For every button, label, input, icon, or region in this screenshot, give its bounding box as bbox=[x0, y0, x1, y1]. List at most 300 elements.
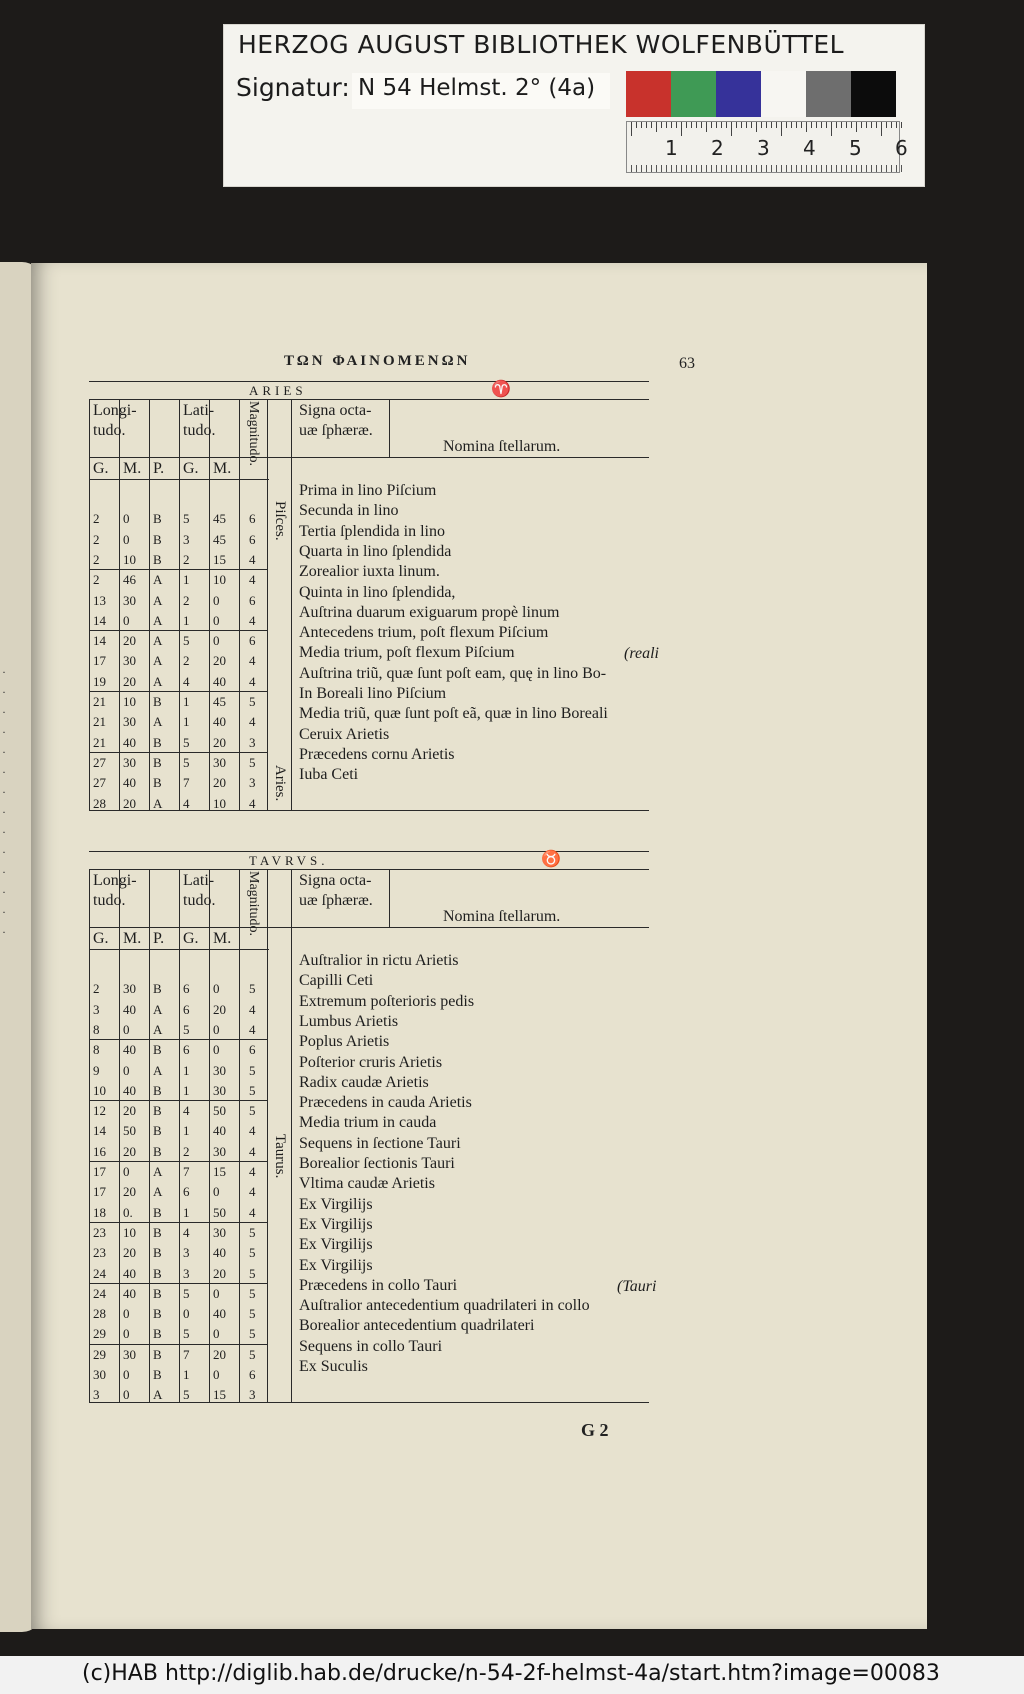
ruler-tick bbox=[886, 122, 887, 128]
cell-lg: 1 bbox=[183, 1082, 190, 1098]
cell-lg: 7 bbox=[183, 775, 190, 791]
cell-g: 21 bbox=[93, 694, 106, 709]
ruler-tick bbox=[866, 122, 867, 128]
cell-magnitude: 4 bbox=[249, 795, 256, 811]
column-rule bbox=[179, 869, 180, 1402]
cell-lm: 10 bbox=[213, 572, 226, 588]
cell-m: 0. bbox=[123, 1204, 133, 1220]
ruler-tick bbox=[756, 165, 757, 172]
ruler-tick bbox=[646, 165, 647, 172]
row-group-rule bbox=[89, 1100, 267, 1101]
star-name: Ex Suculis bbox=[299, 1358, 368, 1375]
ruler-tick bbox=[691, 165, 692, 172]
ruler-tick bbox=[661, 122, 662, 128]
rule-bottom bbox=[89, 1402, 649, 1403]
cell-lg: 3 bbox=[183, 531, 190, 547]
star-name: Borealior antecedentium quadrilateri bbox=[299, 1317, 535, 1335]
ruler-tick bbox=[811, 165, 812, 172]
cell-g: 27 bbox=[93, 775, 106, 791]
cell-g: 27 bbox=[93, 754, 106, 770]
cell-lg: 7 bbox=[183, 1346, 190, 1362]
cell-p: A bbox=[153, 1001, 163, 1017]
ruler-tick bbox=[731, 122, 732, 136]
cell-lm: 0 bbox=[213, 981, 220, 997]
star-name: Auſtralior in rictu Arietis bbox=[299, 952, 459, 969]
cell-lm: 40 bbox=[213, 714, 226, 730]
cell-magnitude: 5 bbox=[249, 1306, 256, 1322]
cell-m: 0 bbox=[123, 1062, 130, 1078]
star-name: Auſtrina triũ, quæ ſunt poſt eam, quę in lino Bo- bbox=[299, 664, 607, 682]
ruler-tick bbox=[901, 165, 902, 172]
star-name: Ex Virgilijs bbox=[299, 1215, 373, 1233]
cell-lm: 0 bbox=[213, 592, 220, 608]
cell-lm: 10 bbox=[213, 795, 226, 811]
cell-lg: 6 bbox=[183, 1184, 190, 1200]
ruler-tick bbox=[661, 165, 662, 172]
row-group-rule bbox=[89, 630, 267, 631]
cell-lm: 30 bbox=[213, 1082, 226, 1098]
color-swatch bbox=[716, 71, 761, 117]
cell-lg: 0 bbox=[183, 1306, 190, 1322]
cell-p: B bbox=[153, 734, 162, 750]
star-name: Secunda in lino bbox=[299, 502, 399, 520]
cell-m: 20 bbox=[123, 1184, 136, 1200]
star-name: Sequens in ſectione Tauri bbox=[299, 1134, 461, 1152]
ruler-tick bbox=[731, 165, 732, 172]
ruler-tick bbox=[711, 122, 712, 128]
ruler-tick bbox=[641, 122, 642, 128]
cell-lg: 4 bbox=[183, 1103, 190, 1119]
folio-number: 63 bbox=[679, 355, 695, 372]
star-name: Lumbus Arietis bbox=[299, 1012, 399, 1030]
ruler-tick bbox=[721, 165, 722, 172]
cell-lg: 1 bbox=[183, 1062, 190, 1078]
cell-magnitude: 5 bbox=[249, 981, 256, 997]
cell-p: B bbox=[153, 511, 162, 527]
cell-lm: 45 bbox=[213, 531, 226, 547]
ruler-tick bbox=[681, 122, 682, 136]
cell-lm: 20 bbox=[213, 1265, 226, 1281]
cell-lg: 4 bbox=[183, 673, 190, 689]
star-name: Capilli Ceti bbox=[299, 972, 374, 990]
cell-p: A bbox=[153, 1021, 163, 1037]
cell-p: B bbox=[153, 531, 162, 547]
cell-lg: 2 bbox=[183, 1143, 190, 1159]
cell-g: 17 bbox=[93, 653, 106, 669]
cell-p: A bbox=[153, 1184, 163, 1200]
column-rule bbox=[291, 869, 292, 1402]
column-rule bbox=[209, 399, 210, 810]
rule-top bbox=[89, 851, 649, 852]
cell-g: 30 bbox=[93, 1367, 106, 1382]
cell-g: 9 bbox=[93, 1062, 100, 1078]
cell-lg: 2 bbox=[183, 592, 190, 608]
ruler-tick bbox=[776, 122, 777, 128]
cell-magnitude: 4 bbox=[249, 1123, 256, 1139]
rule-top bbox=[89, 381, 649, 382]
cell-m: 50 bbox=[123, 1123, 136, 1139]
cell-p: B bbox=[153, 1042, 162, 1058]
cell-lg: 2 bbox=[183, 653, 190, 669]
cell-magnitude: 4 bbox=[249, 1021, 256, 1037]
ruler-tick bbox=[711, 165, 712, 172]
cell-m: 10 bbox=[123, 1224, 136, 1240]
cell-p: B bbox=[153, 1204, 162, 1220]
ruler-tick bbox=[746, 122, 747, 128]
star-name: Præcedens cornu Arietis bbox=[299, 745, 455, 763]
ruler-tick bbox=[636, 122, 637, 128]
row-group-rule bbox=[89, 569, 267, 570]
ruler-tick bbox=[716, 165, 717, 172]
ruler-tick bbox=[651, 165, 652, 172]
cell-lm: 15 bbox=[213, 1164, 226, 1179]
row-group-rule bbox=[89, 1039, 267, 1040]
cell-lg: 6 bbox=[183, 1001, 190, 1017]
ruler-tick bbox=[656, 165, 657, 172]
ruler-tick bbox=[806, 122, 807, 132]
ruler-tick bbox=[841, 165, 842, 172]
ruler-tick bbox=[886, 165, 887, 172]
cell-magnitude: 4 bbox=[249, 572, 256, 588]
cell-magnitude: 6 bbox=[249, 1042, 256, 1058]
ruler-tick bbox=[836, 165, 837, 172]
color-swatch bbox=[761, 71, 806, 117]
ruler-tick bbox=[796, 165, 797, 172]
star-name: Sequens in collo Tauri bbox=[299, 1337, 443, 1355]
cell-g: 19 bbox=[93, 673, 106, 689]
cell-lg: 3 bbox=[183, 1245, 190, 1261]
cell-p: B bbox=[153, 981, 162, 997]
star-name: Ceruix Arietis bbox=[299, 725, 390, 743]
group-label-pisces: Piſces. bbox=[272, 501, 288, 541]
cell-magnitude: 4 bbox=[249, 1164, 256, 1179]
ruler-tick bbox=[891, 122, 892, 128]
cell-lm: 40 bbox=[213, 673, 226, 689]
ruler-tick bbox=[751, 165, 752, 172]
ruler-tick bbox=[851, 165, 852, 172]
column-rule bbox=[119, 869, 120, 1402]
column-rule bbox=[149, 869, 150, 1402]
cell-lg: 1 bbox=[183, 1367, 190, 1382]
cell-lm: 30 bbox=[213, 1062, 226, 1078]
ruler-tick bbox=[876, 122, 877, 128]
cell-g: 17 bbox=[93, 1164, 106, 1179]
column-head: G. bbox=[183, 930, 199, 947]
cell-lm: 0 bbox=[213, 1285, 220, 1301]
cell-magnitude: 5 bbox=[249, 1326, 256, 1342]
star-name: Extremum poſterioris pedis bbox=[299, 992, 475, 1010]
overflow-note: (reali bbox=[624, 645, 659, 663]
cell-p: B bbox=[153, 1346, 162, 1362]
ruler-tick bbox=[691, 122, 692, 128]
rule-bottom bbox=[89, 810, 649, 811]
row-group-rule bbox=[89, 1344, 267, 1345]
star-name: Vltima caudæ Arietis bbox=[299, 1175, 435, 1193]
ruler-tick bbox=[786, 122, 787, 128]
star-name: Auſtrina duarum exiguarum propè linum bbox=[299, 603, 560, 621]
ruler-tick bbox=[676, 165, 677, 172]
cell-g: 18 bbox=[93, 1204, 106, 1220]
ruler-tick bbox=[771, 165, 772, 172]
star-name: Zorealior iuxta linum. bbox=[299, 563, 440, 581]
cell-m: 30 bbox=[123, 1346, 136, 1362]
ruler-tick bbox=[851, 122, 852, 128]
cell-lg: 6 bbox=[183, 1042, 190, 1058]
cell-p: B bbox=[153, 754, 162, 770]
ruler-tick bbox=[871, 122, 872, 128]
column-rule bbox=[119, 399, 120, 810]
ruler-tick bbox=[721, 122, 722, 128]
cell-g: 14 bbox=[93, 612, 106, 628]
column-rule bbox=[267, 399, 268, 810]
ruler-tick bbox=[666, 122, 667, 128]
cell-m: 30 bbox=[123, 714, 136, 730]
ruler-tick bbox=[831, 122, 832, 136]
cell-p: B bbox=[153, 551, 162, 567]
cell-p: A bbox=[153, 1387, 163, 1403]
cell-magnitude: 5 bbox=[249, 1245, 256, 1261]
star-name: Poſterior cruris Arietis bbox=[299, 1053, 443, 1071]
ruler-tick bbox=[651, 122, 652, 128]
ruler-tick bbox=[706, 165, 707, 172]
ruler-tick bbox=[801, 165, 802, 172]
group-label-aries: Aries. bbox=[272, 765, 288, 802]
color-swatch bbox=[851, 71, 896, 117]
cell-m: 40 bbox=[123, 1042, 136, 1058]
cell-lg: 5 bbox=[183, 1021, 190, 1037]
column-rule bbox=[239, 869, 240, 1402]
cell-g: 2 bbox=[93, 511, 100, 527]
cell-m: 20 bbox=[123, 673, 136, 689]
cell-g: 29 bbox=[93, 1326, 106, 1342]
ruler-tick bbox=[671, 122, 672, 128]
cell-lm: 0 bbox=[213, 1042, 220, 1058]
cell-g: 3 bbox=[93, 1001, 100, 1017]
column-rule bbox=[209, 869, 210, 1402]
cell-lm: 50 bbox=[213, 1204, 226, 1220]
cell-magnitude: 3 bbox=[249, 1387, 256, 1403]
cell-lm: 40 bbox=[213, 1245, 226, 1261]
column-rule bbox=[389, 869, 390, 927]
ruler-tick bbox=[741, 165, 742, 172]
column-head: M. bbox=[213, 930, 232, 947]
ruler-tick bbox=[856, 122, 857, 132]
cell-lg: 1 bbox=[183, 612, 190, 628]
cell-lg: 5 bbox=[183, 1285, 190, 1301]
star-name: Præcedens in collo Tauri bbox=[299, 1276, 458, 1294]
cell-g: 2 bbox=[93, 531, 100, 547]
signatur-value: N 54 Helmst. 2° (4a) bbox=[352, 73, 610, 109]
cell-lm: 15 bbox=[213, 551, 226, 567]
ruler-tick bbox=[891, 165, 892, 172]
rule-colheads bbox=[89, 457, 649, 458]
cell-m: 40 bbox=[123, 1265, 136, 1281]
cell-p: B bbox=[153, 1367, 162, 1382]
header-longitudo: Longi- tudo. bbox=[93, 402, 137, 439]
ruler-tick bbox=[806, 165, 807, 172]
column-head: P. bbox=[153, 930, 165, 947]
star-table-aries bbox=[89, 383, 673, 823]
header-latitudo: Lati- tudo. bbox=[183, 872, 216, 909]
ruler-tick bbox=[696, 122, 697, 128]
sign-title: ARIES bbox=[249, 383, 307, 398]
ruler-tick bbox=[696, 165, 697, 172]
ruler-tick bbox=[736, 122, 737, 128]
cell-m: 30 bbox=[123, 653, 136, 669]
star-name: Auſtralior antecedentium quadrilateri in collo bbox=[299, 1297, 590, 1315]
column-rule bbox=[239, 399, 240, 810]
book-page bbox=[31, 263, 927, 1629]
cell-m: 30 bbox=[123, 981, 136, 997]
ruler-tick bbox=[796, 122, 797, 128]
ruler-tick bbox=[821, 122, 822, 128]
cell-m: 20 bbox=[123, 1143, 136, 1159]
cell-g: 2 bbox=[93, 981, 100, 997]
ruler-tick bbox=[756, 122, 757, 132]
cell-m: 30 bbox=[123, 592, 136, 608]
ruler-tick bbox=[856, 165, 857, 172]
rule-colheads bbox=[89, 927, 649, 928]
ruler-tick bbox=[751, 122, 752, 128]
ruler-number: 5 bbox=[849, 136, 862, 160]
ruler-tick bbox=[826, 165, 827, 172]
cell-magnitude: 6 bbox=[249, 511, 256, 527]
ruler-tick bbox=[901, 122, 902, 128]
cell-g: 28 bbox=[93, 1306, 106, 1322]
ruler-tick bbox=[861, 165, 862, 172]
cell-g: 16 bbox=[93, 1143, 106, 1159]
cell-m: 46 bbox=[123, 572, 136, 588]
cell-m: 0 bbox=[123, 531, 130, 547]
cell-p: B bbox=[153, 1326, 162, 1342]
column-rule bbox=[89, 869, 90, 1402]
cell-p: B bbox=[153, 1245, 162, 1261]
star-name: Media triũ, quæ ſunt poſt eã, quæ in lino Boreali bbox=[299, 705, 608, 723]
cell-g: 29 bbox=[93, 1346, 106, 1362]
cell-lm: 40 bbox=[213, 1306, 226, 1322]
star-name: Antecedens trium, poſt flexum Piſcium bbox=[299, 624, 549, 642]
cell-magnitude: 4 bbox=[249, 1204, 256, 1220]
cell-lg: 2 bbox=[183, 551, 190, 567]
ruler-tick bbox=[881, 165, 882, 172]
cell-p: A bbox=[153, 1062, 163, 1078]
cell-p: A bbox=[153, 592, 163, 608]
column-rule bbox=[291, 399, 292, 810]
column-head: G. bbox=[93, 460, 109, 477]
cell-m: 0 bbox=[123, 1306, 130, 1322]
cell-g: 21 bbox=[93, 734, 106, 750]
cell-magnitude: 5 bbox=[249, 1285, 256, 1301]
ruler-tick bbox=[761, 122, 762, 128]
cell-lg: 5 bbox=[183, 511, 190, 527]
ruler-tick bbox=[656, 122, 657, 132]
header-longitudo: Longi- tudo. bbox=[93, 872, 137, 909]
scale-ruler bbox=[626, 121, 908, 173]
column-rule bbox=[389, 399, 390, 457]
ruler-tick bbox=[631, 122, 632, 136]
footer-bar bbox=[0, 1656, 1024, 1694]
ruler-tick bbox=[706, 122, 707, 132]
cell-p: B bbox=[153, 1123, 162, 1139]
cell-p: B bbox=[153, 1306, 162, 1322]
cell-magnitude: 6 bbox=[249, 633, 256, 649]
cell-p: B bbox=[153, 1224, 162, 1240]
cell-lm: 20 bbox=[213, 653, 226, 669]
cell-magnitude: 4 bbox=[249, 653, 256, 669]
cell-m: 40 bbox=[123, 1001, 136, 1017]
cell-lm: 0 bbox=[213, 1326, 220, 1342]
cell-magnitude: 5 bbox=[249, 1082, 256, 1098]
column-head: M. bbox=[213, 460, 232, 477]
cell-p: A bbox=[153, 612, 163, 628]
column-head: P. bbox=[153, 460, 165, 477]
ruler-tick bbox=[741, 122, 742, 128]
cell-lm: 20 bbox=[213, 1001, 226, 1017]
ruler-tick bbox=[676, 122, 677, 128]
column-head: G. bbox=[183, 460, 199, 477]
cell-lm: 30 bbox=[213, 754, 226, 770]
cell-m: 10 bbox=[123, 694, 136, 709]
star-name: Tertia ſplendida in lino bbox=[299, 522, 445, 540]
ruler-tick bbox=[816, 122, 817, 128]
cell-p: B bbox=[153, 1103, 162, 1119]
column-head: M. bbox=[123, 460, 142, 477]
star-name: Media trium, poſt flexum Piſcium bbox=[299, 644, 515, 662]
cell-g: 12 bbox=[93, 1103, 106, 1119]
cell-g: 3 bbox=[93, 1387, 100, 1403]
row-group-rule bbox=[89, 752, 267, 753]
cell-lg: 1 bbox=[183, 1123, 190, 1139]
cell-lg: 1 bbox=[183, 714, 190, 730]
cell-magnitude: 6 bbox=[249, 592, 256, 608]
sign-symbol: ♉ bbox=[541, 851, 561, 868]
star-name: Quarta in lino ſplendida bbox=[299, 542, 452, 560]
row-group-rule bbox=[89, 691, 267, 692]
cell-m: 0 bbox=[123, 1164, 130, 1179]
cell-magnitude: 4 bbox=[249, 1143, 256, 1159]
cell-m: 40 bbox=[123, 734, 136, 750]
ruler-tick bbox=[766, 165, 767, 172]
cell-m: 0 bbox=[123, 612, 130, 628]
column-rule bbox=[89, 399, 90, 810]
cell-magnitude: 4 bbox=[249, 612, 256, 628]
cell-lm: 20 bbox=[213, 1346, 226, 1362]
ruler-number: 1 bbox=[665, 136, 678, 160]
cell-p: A bbox=[153, 572, 163, 588]
cell-m: 0 bbox=[123, 511, 130, 527]
cell-lg: 5 bbox=[183, 1326, 190, 1342]
cell-p: A bbox=[153, 795, 163, 811]
cell-lm: 15 bbox=[213, 1387, 226, 1403]
cell-magnitude: 4 bbox=[249, 551, 256, 567]
ruler-tick bbox=[776, 165, 777, 172]
cell-m: 20 bbox=[123, 1103, 136, 1119]
cell-magnitude: 5 bbox=[249, 1265, 256, 1281]
cell-lm: 0 bbox=[213, 612, 220, 628]
header-nomina: Nomina ſtellarum. bbox=[443, 908, 561, 925]
ruler-tick bbox=[641, 165, 642, 172]
star-name: Præcedens in cauda Arietis bbox=[299, 1094, 472, 1112]
signatur-label: Signatur: bbox=[236, 73, 350, 102]
cell-p: A bbox=[153, 653, 163, 669]
star-name: Iuba Ceti bbox=[299, 766, 359, 784]
cell-lm: 0 bbox=[213, 1021, 220, 1037]
cell-lm: 45 bbox=[213, 694, 226, 709]
cell-g: 23 bbox=[93, 1224, 106, 1240]
star-name: Ex Virgilijs bbox=[299, 1236, 373, 1254]
ruler-tick bbox=[826, 122, 827, 128]
cell-lg: 4 bbox=[183, 1224, 190, 1240]
